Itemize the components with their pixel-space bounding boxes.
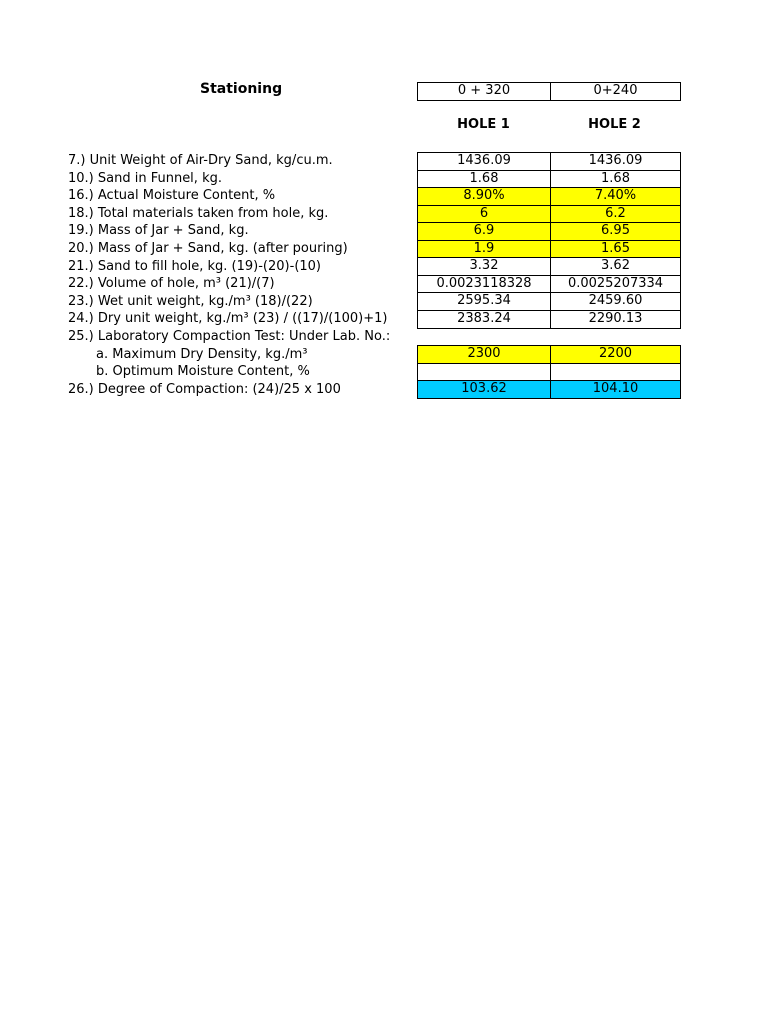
row-label-total-materials: 18.) Total materials taken from hole, kg.	[68, 205, 329, 221]
cell-hole1-mass-jar-after: 1.9	[417, 240, 551, 258]
cell-hole1-mass-jar: 6.9	[417, 222, 551, 241]
cell-hole2-degree-compaction: 104.10	[550, 380, 681, 399]
row-label-mass-jar-sand-after: 20.) Mass of Jar + Sand, kg. (after pouring)	[68, 241, 348, 256]
cell-hole2-mass-jar-after: 1.65	[550, 240, 681, 258]
row-label-sand-fill-hole: 21.) Sand to fill hole, kg. (19)-(20)-(10)	[68, 258, 321, 274]
row-label-wet-unit-weight: 23.) Wet unit weight, kg./m³ (18)/(22)	[68, 293, 313, 309]
stationing-hole1-cell: 0 + 320	[417, 82, 551, 101]
cell-hole2-max-dry-density: 2200	[550, 345, 681, 364]
row-label-max-dry-density: a. Maximum Dry Density, kg./m³	[96, 346, 308, 362]
cell-hole1-optimum-moisture	[417, 363, 551, 381]
cell-hole1-sand-funnel: 1.68	[417, 170, 551, 188]
cell-hole2-dry-unit: 2290.13	[550, 310, 681, 329]
row-label-degree-compaction: 26.) Degree of Compaction: (24)/25 x 100	[68, 381, 341, 397]
hole2-header: HOLE 2	[588, 117, 641, 132]
cell-hole2-sand-fill: 3.62	[550, 257, 681, 276]
cell-hole2-moisture: 7.40%	[550, 187, 681, 206]
cell-hole1-dry-unit: 2383.24	[417, 310, 551, 329]
row-label-mass-jar-sand: 19.) Mass of Jar + Sand, kg.	[68, 223, 249, 239]
row-label-unit-weight-sand: 7.) Unit Weight of Air-Dry Sand, kg/cu.m.	[68, 153, 333, 168]
cell-hole1-wet-unit: 2595.34	[417, 292, 551, 311]
cell-hole1-max-dry-density: 2300	[417, 345, 551, 364]
row-label-moisture-content: 16.) Actual Moisture Content, %	[68, 188, 276, 204]
cell-hole1-degree-compaction: 103.62	[417, 380, 551, 399]
row-label-sand-in-funnel: 10.) Sand in Funnel, kg.	[68, 170, 222, 186]
cell-hole1-unit-weight: 1436.09	[417, 152, 551, 171]
cell-hole1-volume: 0.0023118328	[417, 275, 551, 293]
cell-hole1-sand-fill: 3.32	[417, 257, 551, 276]
stationing-hole2-cell: 0+240	[550, 82, 681, 101]
cell-hole2-total-materials: 6.2	[550, 205, 681, 223]
cell-hole2-sand-funnel: 1.68	[550, 170, 681, 188]
row-label-lab-compaction: 25.) Laboratory Compaction Test: Under Lab. No.:	[68, 329, 391, 344]
cell-hole1-moisture: 8.90%	[417, 187, 551, 206]
cell-hole2-volume: 0.0025207334	[550, 275, 681, 293]
cell-hole1-total-materials: 6	[417, 205, 551, 223]
row-label-optimum-moisture: b. Optimum Moisture Content, %	[96, 364, 310, 380]
hole1-header: HOLE 1	[457, 117, 510, 132]
row-label-volume-hole: 22.) Volume of hole, m³ (21)/(7)	[68, 276, 275, 292]
row-label-dry-unit-weight: 24.) Dry unit weight, kg./m³ (23) / ((17)/(100)+1)	[68, 311, 388, 327]
stationing-label: Stationing	[200, 81, 283, 97]
cell-hole2-optimum-moisture	[550, 363, 681, 381]
cell-hole2-wet-unit: 2459.60	[550, 292, 681, 311]
cell-hole2-mass-jar: 6.95	[550, 222, 681, 241]
cell-hole2-unit-weight: 1436.09	[550, 152, 681, 171]
